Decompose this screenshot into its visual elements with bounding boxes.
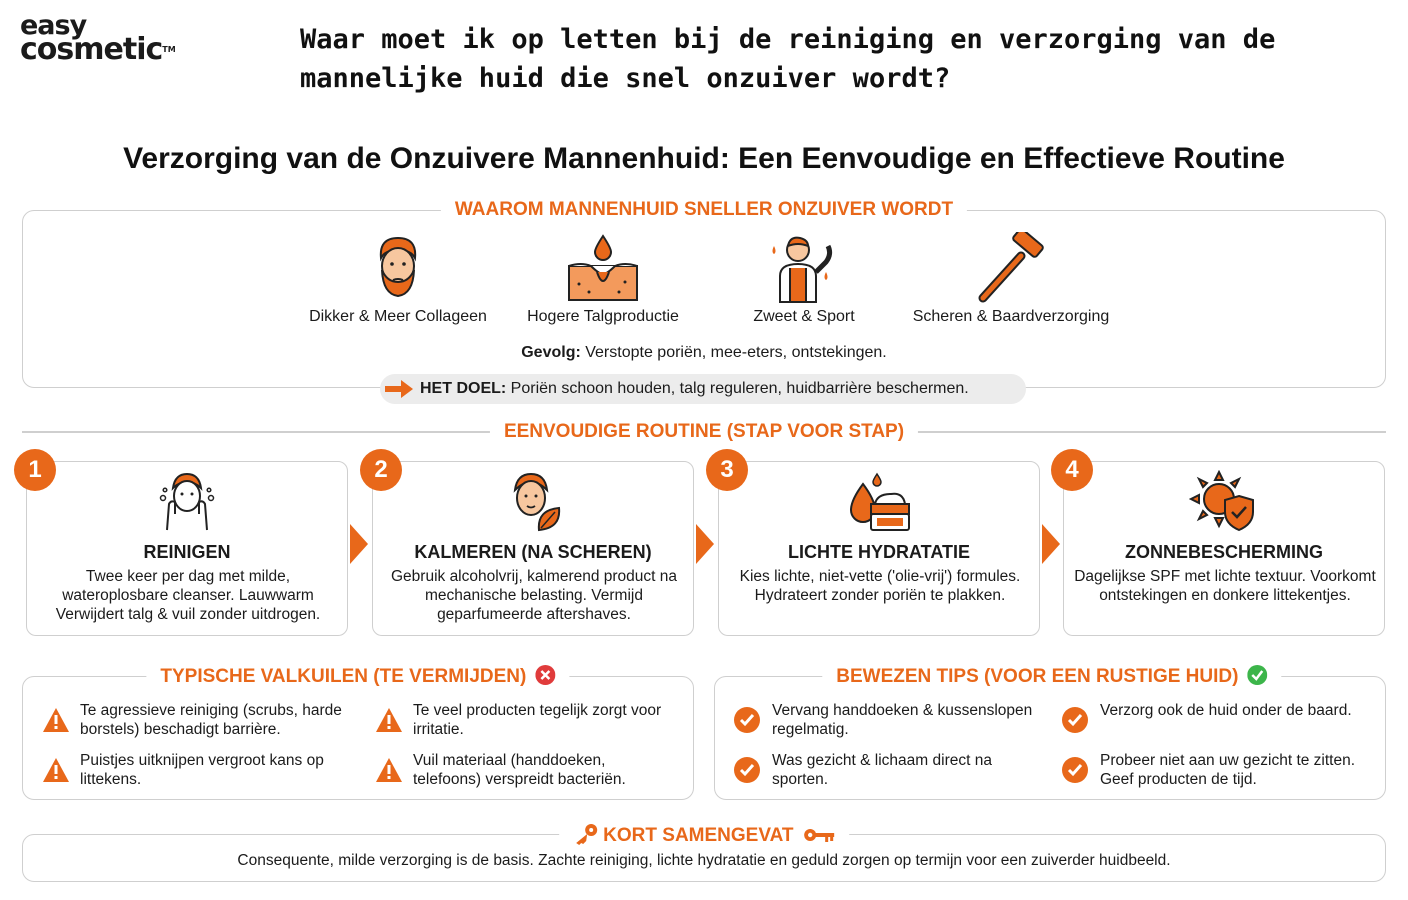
step-title: REINIGEN (143, 542, 231, 562)
sweating-athlete-icon (766, 232, 842, 304)
summary-heading (559, 823, 849, 847)
tip-item (734, 751, 1044, 789)
goal-label: HET DOEL: (420, 380, 507, 397)
warning-icon (42, 707, 70, 733)
tip-text: Probeer niet aan uw gezicht te zitten. Geef producten de tijd. (1100, 752, 1356, 788)
warning-icon (375, 757, 403, 783)
tip-item (1062, 751, 1362, 789)
step-title: KALMEREN (NA SCHEREN) (414, 542, 652, 562)
arrow-right-icon (383, 379, 415, 399)
tip-text: Was gezicht & lichaam direct na sporten. (772, 752, 992, 788)
tips-heading-text: BEWEZEN TIPS (VOOR EEN RUSTIGE HUID) (836, 666, 1239, 687)
logo-line1: easy (20, 10, 87, 41)
why-item-label: Scheren & Baardverzorging (912, 308, 1110, 325)
page-title: Verzorging van de Onzuivere Mannenhuid: Een Eenvoudige en Effectieve Routine (123, 142, 1285, 175)
checkmark-icon (734, 757, 760, 783)
checkmark-icon (734, 707, 760, 733)
warning-icon (42, 757, 70, 783)
pitfall-item (375, 751, 675, 789)
step-arrow-icon (350, 524, 368, 564)
why-heading: WAAROM MANNENHUID SNELLER ONZUIVER WORDT (441, 199, 967, 221)
goal-text: Poriën schoon houden, talg reguleren, huidbarrière beschermen. (506, 380, 969, 397)
why-item-label: Dikker & Meer Collageen (309, 308, 487, 325)
logo-line2 (20, 32, 190, 67)
step-number-badge: 1 (14, 449, 56, 491)
logo-line2-text: cosmetic (20, 32, 163, 67)
step-card-clean (26, 461, 348, 636)
pitfall-text: Te agressieve reiniging (scrubs, harde borstels) beschadigt barrière. (80, 702, 342, 738)
pitfall-text: Vuil materiaal (handdoeken, telefoons) verspreidt bacteriën. (413, 752, 626, 788)
why-item-shaving (901, 232, 1121, 326)
goal-pill (380, 374, 1026, 404)
face-leaf-icon (501, 470, 565, 534)
why-item-sport (694, 232, 914, 326)
step-number-badge: 3 (706, 449, 748, 491)
checkmark-icon (1062, 707, 1088, 733)
step-card-calm (372, 461, 694, 636)
tip-item (734, 701, 1044, 739)
checkmark-icon (1062, 757, 1088, 783)
cream-jar-icon (841, 470, 917, 534)
face-washing-icon (155, 470, 219, 534)
pitfall-item (42, 751, 362, 789)
step-title: ZONNEBESCHERMING (1124, 542, 1323, 562)
step-card-spf (1063, 461, 1385, 636)
pitfall-item (375, 701, 675, 739)
result-line (0, 344, 1408, 362)
pitfall-text: Te veel producten tegelijk zorgt voor irritatie. (413, 702, 662, 738)
tip-text: Verzorg ook de huid onder de baard. (1100, 702, 1352, 719)
tips-heading (822, 665, 1281, 688)
result-label: Gevolg: (521, 344, 581, 361)
tip-text: Vervang handdoeken & kussenslopen regelmatig. (772, 702, 1033, 738)
step-number-badge: 2 (360, 449, 402, 491)
step-arrow-icon (696, 524, 714, 564)
pitfall-text: Puistjes uitknijpen vergroot kans op littekens. (80, 752, 324, 788)
key-icon (803, 827, 835, 843)
step-title: LICHTE HYDRATATIE (788, 542, 970, 562)
warning-icon (375, 707, 403, 733)
step-card-hydrate (718, 461, 1040, 636)
why-item-label: Zweet & Sport (753, 308, 855, 325)
why-item-sebum (493, 232, 713, 326)
oil-drop-skin-icon (561, 232, 645, 304)
tip-item (1062, 701, 1362, 720)
pitfall-item (42, 701, 362, 739)
sun-shield-icon (1189, 470, 1259, 534)
why-item-label: Hogere Talgproductie (527, 308, 679, 325)
step-text: Gebruik alcoholvrij, kalmerend product na mechanische belasting. Vermijd geparfumeerde aftershaves. (390, 568, 678, 623)
pitfalls-heading (146, 665, 569, 688)
easycosmetic-logo (20, 10, 190, 68)
step-text: Kies lichte, niet-vette ('olie-vrij') formules. Hydrateert zonder poriën te plakken. (739, 568, 1021, 604)
why-item-collagen (288, 232, 508, 326)
logo-tm: TM (162, 45, 176, 54)
bearded-man-icon (363, 232, 433, 304)
step-text: Twee keer per dag met milde, wateroplosbare cleanser. Lauwwarm Verwijdert talg & vuil zonder uitdrogen. (55, 568, 321, 623)
step-arrow-icon (1042, 524, 1060, 564)
razor-icon (973, 232, 1049, 304)
key-icon (573, 823, 599, 845)
question-heading: Waar moet ik op letten bij de reiniging en verzorging van de mannelijke huid die snel onzuiver wordt? (300, 24, 1276, 94)
error-x-icon (536, 665, 556, 685)
success-check-icon (1248, 665, 1268, 685)
step-number-badge: 4 (1051, 449, 1093, 491)
step-text: Dagelijkse SPF met lichte textuur. Voorkomt ontstekingen en donkere littekentjes. (1074, 568, 1376, 604)
summary-text: Consequente, milde verzorging is de basis. Zachte reiniging, lichte hydratatie en geduld zorgen op termijn voor een zuiverder huidbeeld. (237, 852, 1171, 869)
routine-heading: EENVOUDIGE ROUTINE (STAP VOOR STAP) (490, 421, 918, 443)
result-text: Verstopte poriën, mee-eters, ontstekingen. (580, 344, 887, 361)
summary-heading-text: KORT SAMENGEVAT (603, 825, 794, 846)
pitfalls-heading-text: TYPISCHE VALKUILEN (TE VERMIJDEN) (160, 666, 527, 687)
